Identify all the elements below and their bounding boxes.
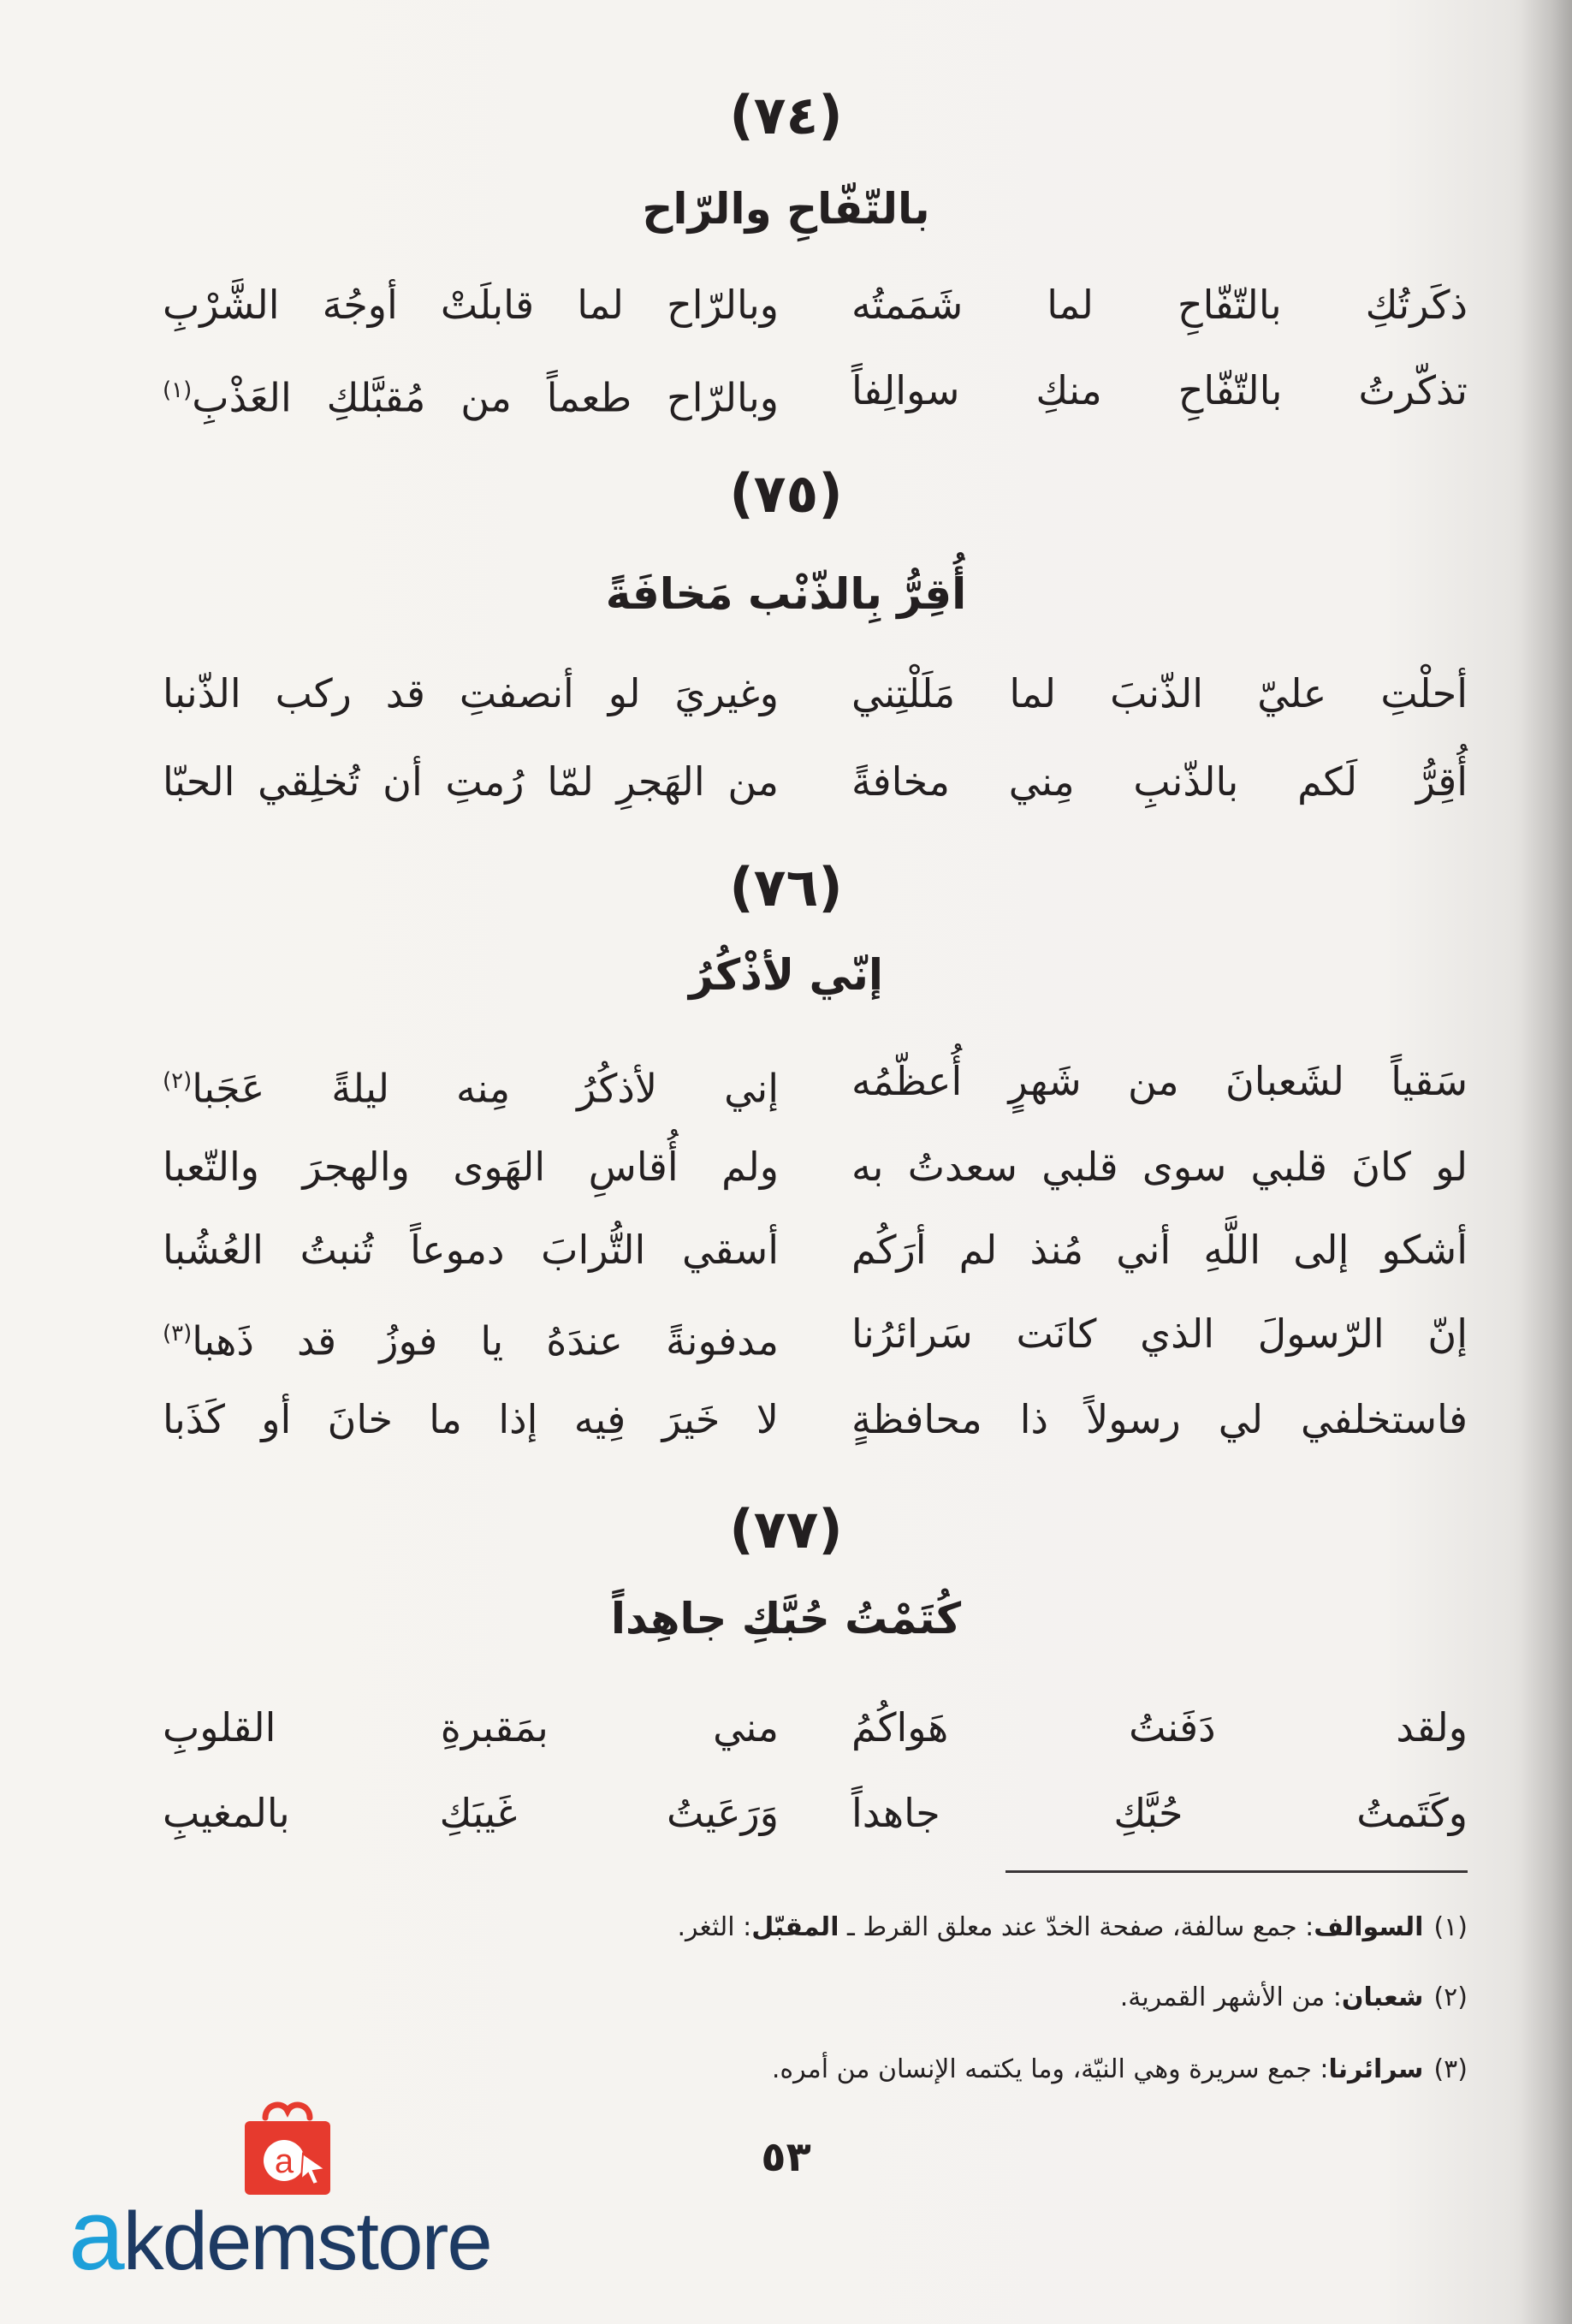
verse-second-hemistich: [163, 659, 779, 728]
verse-second-hemistich: [163, 1215, 779, 1284]
hemistich-text: وبالرّاح طعماً من مُقبَّلكِ العَذْبِ: [192, 374, 779, 421]
verse-second-hemistich: [163, 1693, 779, 1762]
hemistich-text: مدفونةً عندَهُ يا فوزُ قد ذَهبا: [192, 1317, 779, 1364]
hemistich-text: ولم أُقاسِ الهَوى والهجرَ والتّعبا: [163, 1144, 779, 1190]
poem-title: أُقِرُّ بِالذّنْب مَخافَةً: [605, 569, 967, 619]
verse: [163, 1779, 1468, 1847]
footnote: [184, 1902, 1468, 1953]
poem-title: كُتَمْتُ حُبَّكِ جاهِداً: [610, 1594, 962, 1643]
footnote-marker: (٢): [163, 1068, 193, 1094]
hemistich-text: من الهَجرِ لمّا رُمتِ أن تُخلِقي الحبّا: [163, 758, 779, 805]
verse-first-hemistich: تذكّرتُ بالتّفّاحِ منكِ سوالِفاً: [851, 367, 1468, 413]
verse-first-hemistich: لو كانَ قلبي سوى قلبي سعدتُ به: [851, 1144, 1468, 1190]
verse-second-hemistich: [163, 1299, 779, 1368]
verse-second-hemistich: [163, 1047, 779, 1115]
footnote-term: شعبان: [1341, 1982, 1424, 2012]
verse-first-hemistich: وكَتَمتُ حُبَّكِ جاهداً: [851, 1790, 1468, 1836]
hemistich-text: وَرَعَيتُ غَيبَكِ بالمغيبِ: [163, 1790, 779, 1836]
verse-first-hemistich: أشكو إلى اللَّهِ أني مُنذ لم أرَكُم: [851, 1227, 1468, 1273]
verse: [163, 1132, 1468, 1201]
poem-title: إنّي لأذْكُرُ: [689, 950, 883, 1000]
verse-first-hemistich: ذكَرتُكِ بالتّفّاحِ لما شَمَمتُه: [851, 282, 1468, 328]
footnote-term: السوالف: [1314, 1912, 1424, 1942]
poem-number: (٧٦): [729, 856, 843, 918]
footnote-number: (٢): [1433, 1982, 1468, 2012]
hemistich-text: لا خَيرَ فِيه إذا ما خانَ أو كَذَبا: [163, 1396, 779, 1442]
verse: [163, 1693, 1468, 1762]
verse: [163, 1047, 1468, 1115]
verse-first-hemistich: إنّ الرّسولَ الذي كانَت سَرائرُنا: [851, 1311, 1468, 1357]
binding-shadow: [1521, 0, 1572, 2324]
verse: [163, 1385, 1468, 1453]
verse-second-hemistich: [163, 1132, 779, 1201]
verse-first-hemistich: أُقِرُّ لَكم بالذّنبِ مِني مخافةً: [851, 758, 1468, 805]
verse-first-hemistich: أحلْتِ عليّ الذّنبَ لما مَلَلْتِني: [851, 670, 1468, 716]
poem-number: (٧٧): [729, 1498, 843, 1560]
footnote: [184, 2044, 1468, 2095]
hemistich-text: أسقي التُّرابَ دموعاً تُنبتُ العُشُبا: [163, 1227, 779, 1273]
verse-second-hemistich: [163, 1779, 779, 1847]
verse: [163, 356, 1468, 425]
footnote-number: (٣): [1433, 2054, 1468, 2084]
verse-second-hemistich: [163, 356, 779, 425]
footnote-term: المقبّل: [751, 1912, 839, 1942]
poem-title: بالتّفّاحِ والرّاح: [642, 184, 930, 234]
page-number: ٥٣: [761, 2133, 811, 2181]
verse-second-hemistich: [163, 747, 779, 816]
footnote-text: : من الأشهر القمرية.: [1119, 1982, 1342, 2012]
footnote-text: : جمع سريرة وهي النيّة، وما يكتمه الإنسان من أمره.: [771, 2054, 1329, 2084]
verse: [163, 1299, 1468, 1368]
hemistich-text: وغيريَ لو أنصفتِ قد ركب الذّنبا: [163, 670, 779, 716]
hemistich-text: وبالرّاح لما قابلَتْ أوجُهَ الشَّرْبِ: [163, 282, 779, 328]
verse-second-hemistich: [163, 1385, 779, 1453]
poem-number: (٧٥): [729, 462, 843, 525]
store-bag-icon: [240, 2099, 335, 2198]
verse: [163, 747, 1468, 816]
verse: [163, 659, 1468, 728]
footnote-text: : جمع سالفة، صفحة الخدّ عند معلق القرط ـ: [847, 1912, 1314, 1942]
footnote-term: سرائرنا: [1328, 2054, 1424, 2084]
store-logo-text: [68, 2178, 531, 2291]
verse-first-hemistich: ولقد دَفَنتُ هَواكُمُ: [851, 1704, 1468, 1750]
poem-number: (٧٤): [729, 84, 843, 146]
footnote-marker: (١): [163, 377, 193, 403]
verse-first-hemistich: فاستخلفي لي رسولاً ذا محافظةٍ: [851, 1396, 1468, 1442]
verse-first-hemistich: سَقياً لشَعبانَ من شَهرٍ أُعظّمُه: [851, 1058, 1468, 1104]
hemistich-text: مني بمَقبرةِ القلوبِ: [163, 1704, 779, 1750]
footnote: [184, 1972, 1468, 2024]
footnote-text: : الثغر.: [677, 1912, 752, 1942]
footnote-number: (١): [1433, 1912, 1468, 1942]
verse-second-hemistich: [163, 270, 779, 339]
footnote-divider: [1005, 1870, 1468, 1873]
logo-icon-letter: a: [274, 2143, 294, 2180]
verse: [163, 270, 1468, 339]
footnote-marker: (٣): [163, 1321, 193, 1346]
logo-brand-rest: kdemstore: [122, 2196, 491, 2287]
hemistich-text: إني لأذكُرُ مِنه ليلةً عَجَبا: [192, 1065, 779, 1112]
verse: [163, 1215, 1468, 1284]
logo-accent-letter: a: [68, 2178, 123, 2291]
